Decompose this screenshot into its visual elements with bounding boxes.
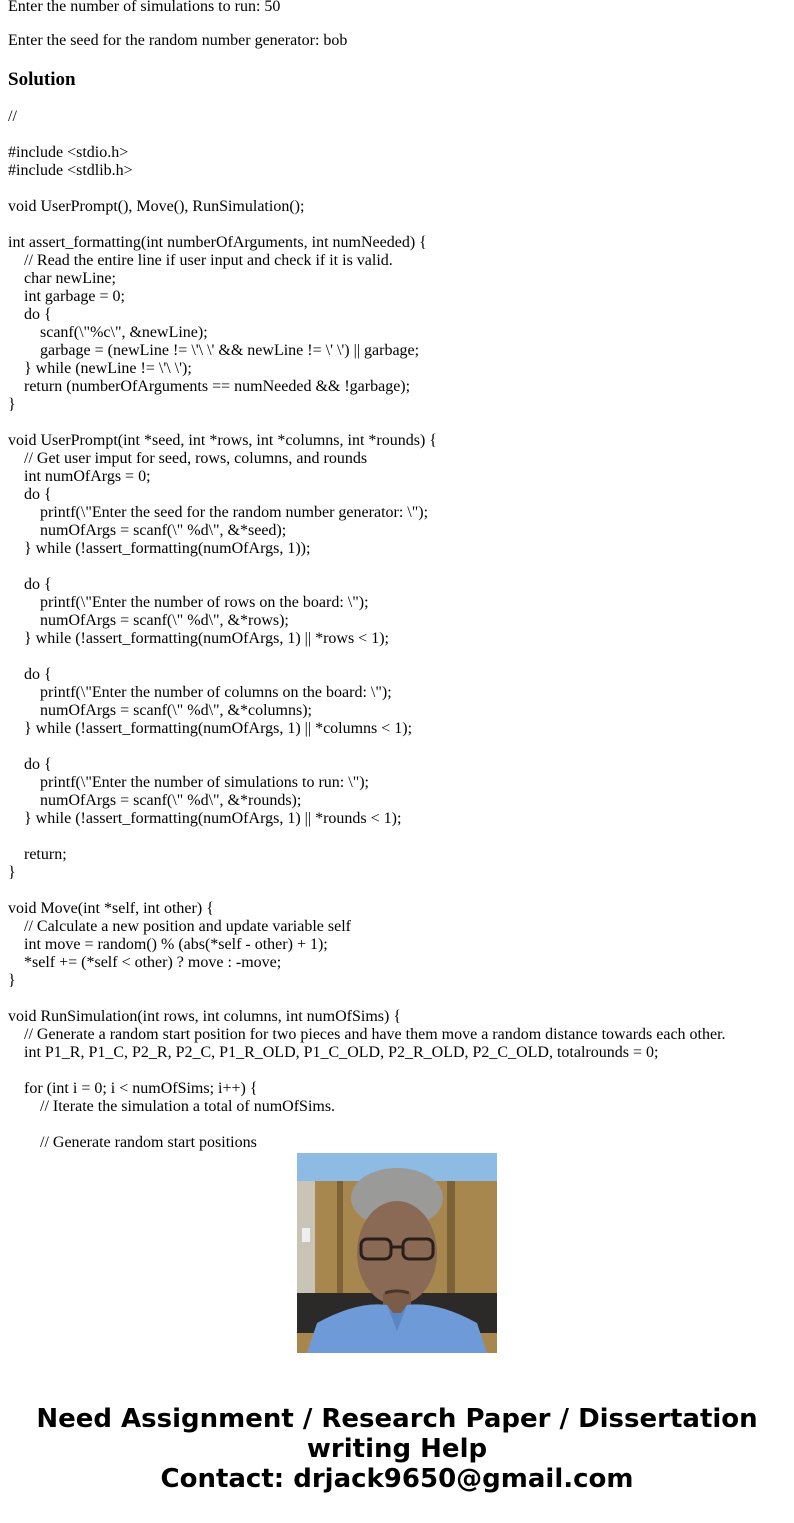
code-line: numOfArgs = scanf(\" %d\", &*seed);	[8, 522, 287, 539]
promo-contact: Contact: drjack9650@gmail.com	[160, 1464, 634, 1494]
code-line	[8, 882, 788, 900]
code-line: // Iterate the simulation a total of numOfSims.	[8, 1098, 336, 1115]
code-line: do {	[8, 486, 52, 503]
prompt-simulations: Enter the number of simulations to run: 50	[8, 0, 281, 15]
code-line: numOfArgs = scanf(\" %d\", &*columns);	[8, 702, 312, 719]
code-line: int move = random() % (abs(*self - other) + 1);	[8, 936, 328, 953]
code-line: *self += (*self < other) ? move : -move;	[8, 954, 282, 971]
code-line: } while (!assert_formatting(numOfArgs, 1) || *rows < 1);	[8, 630, 389, 647]
code-line: // Get user imput for seed, rows, columns, and rounds	[8, 450, 368, 467]
promo-text	[0, 1404, 794, 1494]
code-line: return (numberOfArguments == numNeeded && !garbage);	[8, 378, 411, 395]
code-line: do {	[8, 306, 52, 323]
code-line	[8, 1116, 788, 1134]
code-line: // Calculate a new position and update variable self	[8, 918, 351, 935]
code-line	[8, 1062, 788, 1080]
code-line: int numOfArgs = 0;	[8, 468, 151, 485]
prompt-seed: Enter the seed for the random number generator: bob	[8, 32, 348, 49]
code-line: for (int i = 0; i < numOfSims; i++) {	[8, 1080, 258, 1097]
code-line	[8, 558, 788, 576]
code-line: char newLine;	[8, 270, 116, 287]
code-line	[8, 738, 788, 756]
code-line: printf(\"Enter the number of simulations to run: \");	[8, 774, 369, 791]
code-line: void UserPrompt(int *seed, int *rows, int *columns, int *rounds) {	[8, 432, 437, 449]
code-line: } while (!assert_formatting(numOfArgs, 1) || *columns < 1);	[8, 720, 413, 737]
code-line: printf(\"Enter the seed for the random number generator: \");	[8, 504, 429, 521]
code-line: numOfArgs = scanf(\" %d\", &*rounds);	[8, 792, 302, 809]
code-line: int garbage = 0;	[8, 288, 125, 305]
code-line: do {	[8, 666, 52, 683]
code-line: scanf(\"%c\", &newLine);	[8, 324, 208, 341]
code-line: }	[8, 396, 16, 413]
code-line: // Read the entire line if user input and check if it is valid.	[8, 252, 393, 269]
code-line: return;	[8, 846, 67, 863]
code-line: #include <stdio.h>	[8, 144, 129, 161]
code-line: void UserPrompt(), Move(), RunSimulation();	[8, 198, 305, 215]
code-line: } while (!assert_formatting(numOfArgs, 1) || *rounds < 1);	[8, 810, 402, 827]
code-line	[8, 990, 788, 1008]
code-line: } while (!assert_formatting(numOfArgs, 1));	[8, 540, 311, 557]
author-photo	[297, 1153, 497, 1353]
code-line: printf(\"Enter the number of columns on the board: \");	[8, 684, 392, 701]
code-line: do {	[8, 756, 52, 773]
promo-line-2: writing Help	[306, 1434, 488, 1464]
code-line: } while (newLine != \'\ \');	[8, 360, 192, 377]
solution-heading: Solution	[8, 69, 76, 90]
code-line: void Move(int *self, int other) {	[8, 900, 214, 917]
code-line: do {	[8, 576, 52, 593]
code-line	[8, 180, 788, 198]
portrait-image	[297, 1153, 497, 1353]
code-line: int assert_formatting(int numberOfArguments, int numNeeded) {	[8, 234, 427, 251]
code-line	[8, 126, 788, 144]
code-line: // Generate random start positions	[8, 1134, 257, 1151]
code-line	[8, 828, 788, 846]
promo-line-1: Need Assignment / Research Paper / Dissertation	[36, 1404, 758, 1434]
code-line: numOfArgs = scanf(\" %d\", &*rows);	[8, 612, 289, 629]
code-line	[8, 216, 788, 234]
code-block	[8, 108, 788, 1151]
code-line: //	[8, 108, 17, 125]
code-line: #include <stdlib.h>	[8, 162, 133, 179]
code-line: }	[8, 864, 16, 881]
code-line: // Generate a random start position for two pieces and have them move a random distance towards each other.	[8, 1026, 726, 1043]
code-line: void RunSimulation(int rows, int columns, int numOfSims) {	[8, 1008, 402, 1025]
code-line: int P1_R, P1_C, P2_R, P2_C, P1_R_OLD, P1_C_OLD, P2_R_OLD, P2_C_OLD, totalrounds = 0;	[8, 1044, 659, 1061]
code-line	[8, 414, 788, 432]
code-line: printf(\"Enter the number of rows on the board: \");	[8, 594, 369, 611]
code-line: garbage = (newLine != \'\ \' && newLine != \' \') || garbage;	[8, 342, 420, 359]
code-line: }	[8, 972, 16, 989]
code-line	[8, 648, 788, 666]
